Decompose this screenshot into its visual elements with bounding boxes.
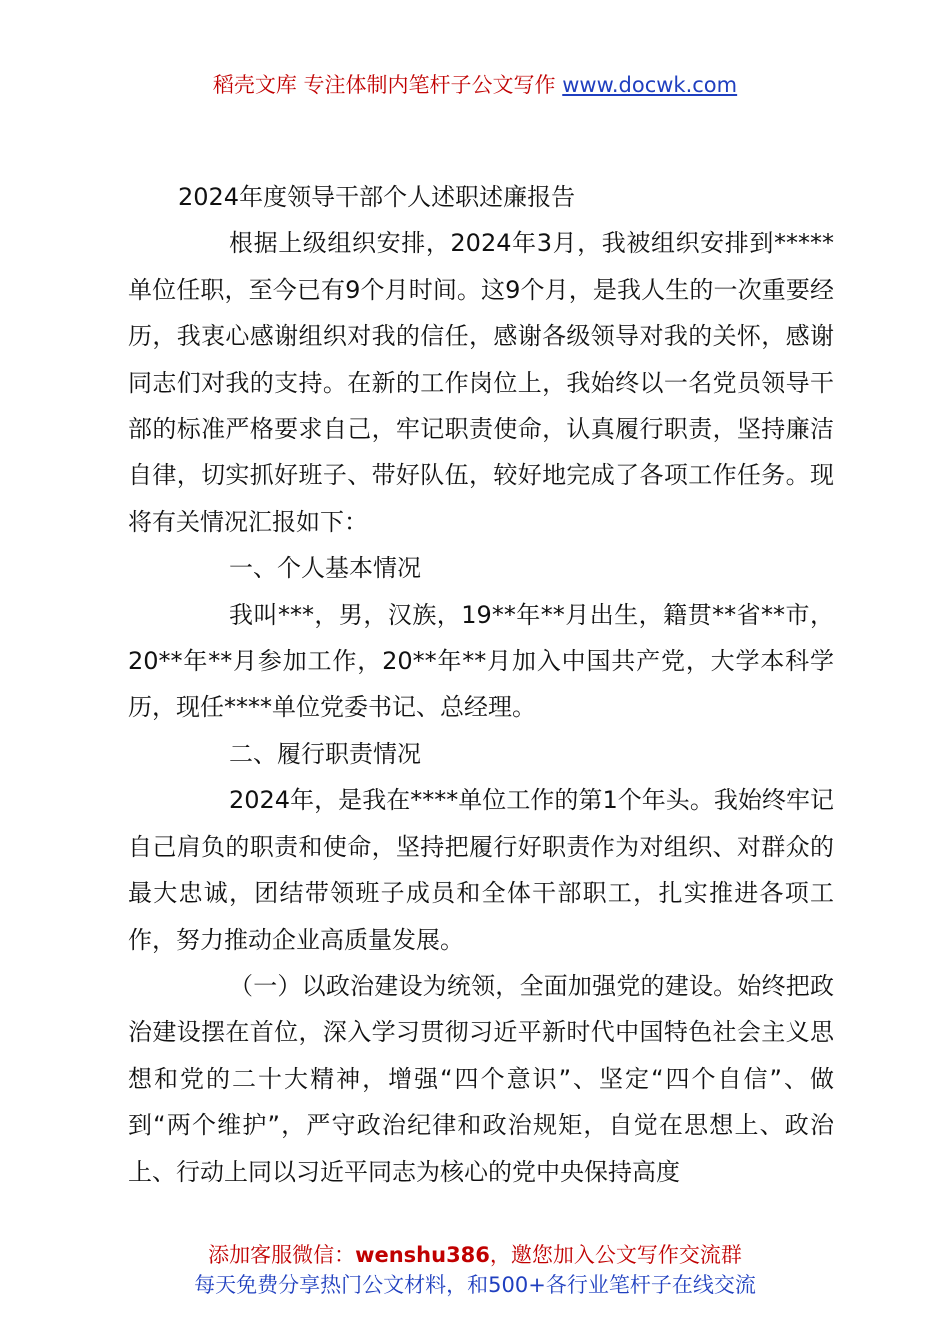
footer-contact-suffix: ，邀您加入公文写作交流群 <box>489 1243 742 1267</box>
section-heading-2: 二、履行职责情况 <box>229 739 421 768</box>
document-body <box>128 174 834 1195</box>
section-heading-1: 一、个人基本情况 <box>229 554 421 583</box>
intro-paragraph: 根据上级组织安排，2024年3月，我被组织安排到*****单位任职，至今已有9个月时间。这9个月，是我人生的一次重要经历，我衷心感谢组织对我的信任，感谢各级领导对我的关怀，感谢同志们对我的支持。在新的工作岗位上，我始终以一名党员领导干部的标准严格要求自己，牢记职责使命，认真履行职责，坚持廉洁自律，切实抓好班子、带好队伍，较好地完成了各项工作任务。现将有关情况汇报如下： <box>128 229 834 536</box>
header-url-link[interactable]: www.docwk.com <box>562 73 738 97</box>
footer-contact-line <box>0 1240 950 1270</box>
footer-promo-line: 每天免费分享热门公文材料，和500+各行业笔杆子在线交流 <box>194 1273 756 1297</box>
section-2-paragraph: 2024年，是我在****单位工作的第1个年头。我始终牢记自己肩负的职责和使命，坚持把履行好职责作为对组织、对群众的最大忠诚，团结带领班子成员和全体干部职工，扎实推进各项工作，努力推动企业高质量发展。 <box>128 786 834 954</box>
document-title: 2024年度领导干部个人述职述廉报告 <box>178 183 576 211</box>
footer-wechat-id: wenshu386 <box>355 1243 490 1267</box>
header-brand: 稻壳文库 专注体制内笔杆子公文写作 <box>212 73 556 97</box>
page-header <box>0 70 950 100</box>
section-1-paragraph: 我叫***，男，汉族，19**年**月出生，籍贯**省**市，20**年**月参加工作，20**年**月加入中国共产党，大学本科学历，现任****单位党委书记、总经理。 <box>128 600 834 722</box>
subsection-1-paragraph: （一）以政治建设为统领，全面加强党的建设。始终把政治建设摆在首位，深入学习贯彻习近平新时代中国特色社会主义思想和党的二十大精神，增强“四个意识”、坚定“四个自信”、做到“两个维护”，严守政治纪律和政治规矩，自觉在思想上、政治上、行动上同以习近平同志为核心的党中央保持高度 <box>128 971 834 1186</box>
footer-contact-prefix: 添加客服微信： <box>208 1243 356 1267</box>
